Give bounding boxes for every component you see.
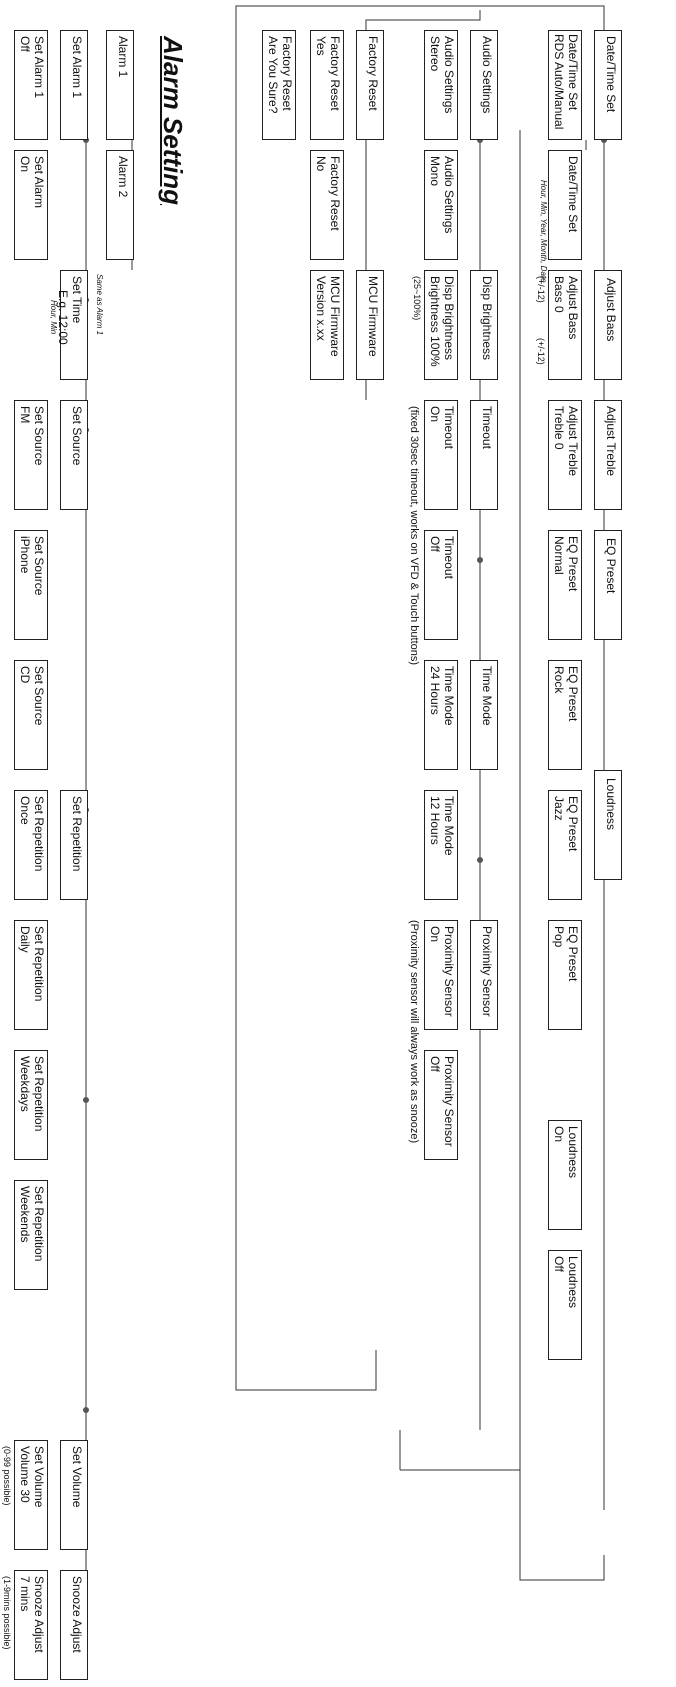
menu-adjust-treble-label: Adjust Treble (604, 406, 618, 477)
menu-timeout-label: Timeout (480, 406, 494, 449)
alarm-1-label: Alarm 1 (116, 36, 130, 78)
same-as-alarm1-note: Same as Alarm 1 (95, 274, 104, 336)
menu-audio-settings-label: Audio Settings (480, 36, 494, 114)
option-datetime-set-label: Date/Time Set (566, 156, 580, 233)
menu-proximity-sensor-label: Proximity Sensor (480, 926, 494, 1017)
option-timemode-12-label: Time Mode 12 Hours (428, 796, 456, 856)
option-reset-yes-label: Factory Reset Yes (314, 36, 342, 111)
option-snooze-value-label: Snooze Adjust 7 mins (18, 1576, 46, 1653)
bass-range-note: (+/-12) (536, 276, 546, 303)
snooze-range-note: (1-9mins possible) (2, 1576, 12, 1650)
option-proximity-on-label: Proximity Sensor On (428, 926, 456, 1017)
option-eq-normal-label: EQ Preset Normal (552, 536, 580, 592)
option-audio-mono-label: Audio Settings Mono (428, 156, 456, 234)
option-repetition-once-label: Set Repetition Once (18, 796, 46, 872)
option-treble-value-label: Adjust Treble Treble 0 (552, 406, 580, 477)
option-eq-pop-label: EQ Preset Pop (552, 926, 580, 982)
option-source-iphone-label: Set Source iPhone (18, 536, 46, 596)
option-volume-value-label: Set Volume Volume 30 (18, 1446, 46, 1508)
option-alarm-off-label: Set Alarm 1 Off (18, 36, 46, 99)
option-repetition-weekdays-label: Set Repetition Weekdays (18, 1056, 46, 1132)
option-repetition-daily-label: Set Repetition Daily (18, 926, 46, 1002)
menu-loudness-label: Loudness (604, 778, 618, 831)
menu-eq-preset-label: EQ Preset (604, 538, 618, 594)
option-reset-no-label: Factory Reset No (314, 156, 342, 231)
proximity-note: (Proximity sensor will always work as snooze) (408, 920, 420, 1144)
timeout-note: (fixed 30sec timeout, works on VFD & Touch buttons) (408, 406, 420, 666)
menu-adjust-bass-label: Adjust Bass (604, 278, 618, 342)
set-alarm-1-label: Set Alarm 1 (70, 36, 84, 99)
option-loudness-off-label: Loudness Off (552, 1256, 580, 1309)
alarm-setting-title: Alarm Setting (158, 36, 188, 206)
option-audio-stereo-label: Audio Settings Stereo (428, 36, 456, 114)
menu-disp-brightness-label: Disp Brightness (480, 276, 494, 361)
option-eq-jazz-label: EQ Preset Jazz (552, 796, 580, 852)
option-loudness-on-label: Loudness On (552, 1126, 580, 1179)
option-brightness-value-label: Disp Brightness Brightness 100% (428, 276, 456, 367)
set-time-example: E.g. 12:00 (56, 290, 70, 345)
option-proximity-off-label: Proximity Sensor Off (428, 1056, 456, 1147)
menu-datetime-set-label: Date/Time Set (604, 36, 618, 113)
option-timeout-on-label: Timeout On (428, 406, 456, 449)
set-volume-label: Set Volume (70, 1446, 84, 1508)
option-repetition-weekends-label: Set Repetition Weekends (18, 1186, 46, 1262)
option-source-cd-label: Set Source CD (18, 666, 46, 726)
option-source-fm-label: Set Source FM (18, 406, 46, 466)
option-bass-value-label: Adjust Bass Bass 0 (552, 276, 580, 340)
option-reset-confirm-label: Factory Reset Are You Sure? (266, 36, 294, 114)
set-time-label: Set Time (70, 276, 84, 324)
option-alarm-on-label: Set Alarm On (18, 156, 46, 209)
option-eq-rock-label: EQ Preset Rock (552, 666, 580, 722)
option-timemode-24-label: Time Mode 24 Hours (428, 666, 456, 726)
set-time-note: Hour, Min (49, 300, 58, 335)
set-source-label: Set Source (70, 406, 84, 466)
option-firmware-version-label: MCU Firmware Version x.xx (314, 276, 342, 357)
alarm-2-label: Alarm 2 (116, 156, 130, 198)
menu-factory-reset-label: Factory Reset (366, 36, 380, 111)
treble-range-note: (+/-12) (536, 338, 546, 365)
snooze-adjust-label: Snooze Adjust (70, 1576, 84, 1653)
option-timeout-off-label: Timeout Off (428, 536, 456, 579)
set-repetition-label: Set Repetition (70, 796, 84, 872)
menu-mcu-firmware-label: MCU Firmware (366, 276, 380, 357)
brightness-range-note: (25~100%) (412, 276, 422, 321)
volume-range-note: (0-99 possible) (2, 1446, 12, 1506)
datetime-format-note: Hour, Min, Year, Month, Date (539, 180, 548, 283)
menu-time-mode-label: Time Mode (480, 666, 494, 726)
option-datetime-rds-label: Date/Time Set RDS Auto/Manual (552, 34, 580, 130)
